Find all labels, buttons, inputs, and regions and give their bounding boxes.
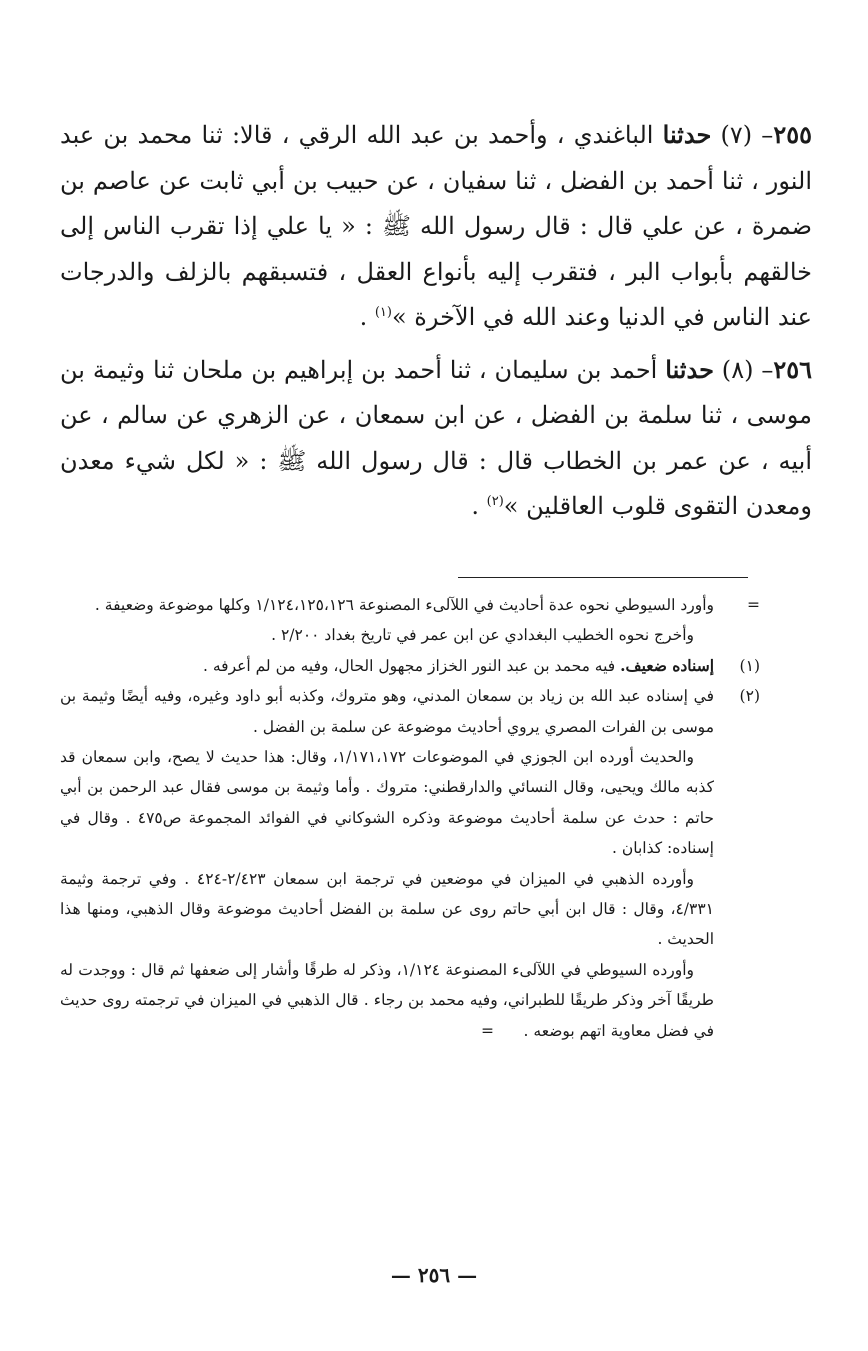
footnote-divider (458, 577, 748, 578)
hadith-text: أحمد بن سليمان ، ثنا أحمد بن إبراهيم بن ملحان ثنا وثيمة بن موسى ، ثنا سلمة بن الفضل ، عن ابن سمعان ، عن الزهري عن سالم ، عن أبيه ، عن عمر بن الخطاب قال : قال رسول الله ﷺ : « لكل شيء معدن ومعدن التقوى قلوب العاقلين » (60, 355, 812, 520)
hadith-255 (60, 112, 812, 341)
hadith-256 (60, 347, 812, 530)
continuation-text: وأورد السيوطي نحوه عدة أحاديث في اللآلىء المصنوعة ١/١٢٤،١٢٥،١٢٦ وكلها موضوعة وضعيفة . (94, 596, 714, 614)
haddathana-word: حدثنا (662, 120, 712, 149)
hadith-number: ٢٥٥ (773, 120, 812, 149)
hadith-text: الباغندي ، وأحمد بن عبد الله الرقي ، قالا: ثنا محمد بن عبد النور ، ثنا أحمد بن الفضل ، ثنا سفيان ، عن حبيب بن أبي ثابت عن عاصم بن ضمرة ، عن علي قال : قال رسول الله ﷺ : « يا علي إذا تقرب الناس إلى خالقهم بأبواب البر ، فتقرب إليه بأنواع العقل ، فتسبقهم بالزلف والدرجات عند الناس في الدنيا وعند الله في الآخرة » (60, 121, 812, 331)
footnote-ref: (٢) (486, 494, 504, 509)
footnote-paragraph-3 (60, 955, 760, 1046)
footnote-1-mark: (١) (739, 656, 760, 675)
continuation-mark: = (747, 596, 760, 614)
footnote-1 (60, 651, 760, 681)
footnote-2-mark: (٢) (739, 687, 760, 706)
footnotes (60, 590, 760, 1046)
footnote-2-text: في إسناده عبد الله بن زياد بن سمعان المدني، وهو متروك، وكذبه أبو داود وغيره، وفيه أيضًا وثيمة بن موسى بن الفرات المصري يروي أحاديث موضوعة عن سلمة بن الفضل . (60, 687, 714, 736)
footnote-2 (60, 681, 760, 742)
hadith-number: ٢٥٦ (773, 354, 813, 384)
continuation-end-mark: = (480, 1021, 494, 1040)
footnote-paragraph-3-text: وأورده السيوطي في اللآلىء المصنوعة ١/١٢٤، وذكر له طرقًا وأشار إلى ضعفها ثم قال : ووجدت له طريقًا آخر وذكر طريقًا للطبراني، وفيه محمد بن رجاء . قال الذهبي في الميزان في ترجمته روى حديث في فضل معاوية اتهم بوضعه . (60, 960, 714, 1040)
footnote-1-text: فيه محمد بن عبد النور الخزاز مجهول الحال، وفيه من لم أعرفه . (203, 656, 621, 675)
footnote-paragraph-2: وأورده الذهبي في الميزان في موضعين في ترجمة ابن سمعان ٢/٤٢٣-٤٢٤ . وفي ترجمة وثيمة ٤/٣٣١، وقال : قال ابن أبي حاتم روى عن سلمة بن الفضل أحاديث موضوعة وقال الذهبي، ومنها هذا الحديث . (60, 869, 714, 949)
haddathana-word: حدثنا (665, 354, 714, 384)
hadith-intro: – (٨) (713, 355, 774, 384)
page-number: — ٢٥٦ — (390, 1263, 478, 1287)
hadith-end: . (471, 492, 487, 520)
main-text (60, 112, 812, 530)
footnote-ref: (١) (374, 305, 392, 320)
hadith-intro: – (٧) (711, 121, 774, 149)
hadith-end: . (359, 303, 375, 331)
footnote-1-verdict: إسناده ضعيف. (620, 655, 714, 675)
footnote-paragraph-1: والحديث أورده ابن الجوزي في الموضوعات ١/١٧١،١٧٢، وقال: هذا حديث لا يصح، وابن سمعان قد كذبه مالك ويحيى، وقال النسائي والدارقطني: متروك . وأما وثيمة بن موسى فقال عبد الرحمن بن أبي حاتم : حدث عن سلمة أحاديث موضوعة وذكره الشوكاني في الفوائد المجموعة ص٤٧٥ . وقال في إسناده: كذابان . (60, 748, 714, 858)
continuation-text-2: وأخرج نحوه الخطيب البغدادي عن ابن عمر في تاريخ بغداد ٢/٢٠٠ . (271, 626, 694, 645)
footnote-continuation (60, 590, 760, 620)
